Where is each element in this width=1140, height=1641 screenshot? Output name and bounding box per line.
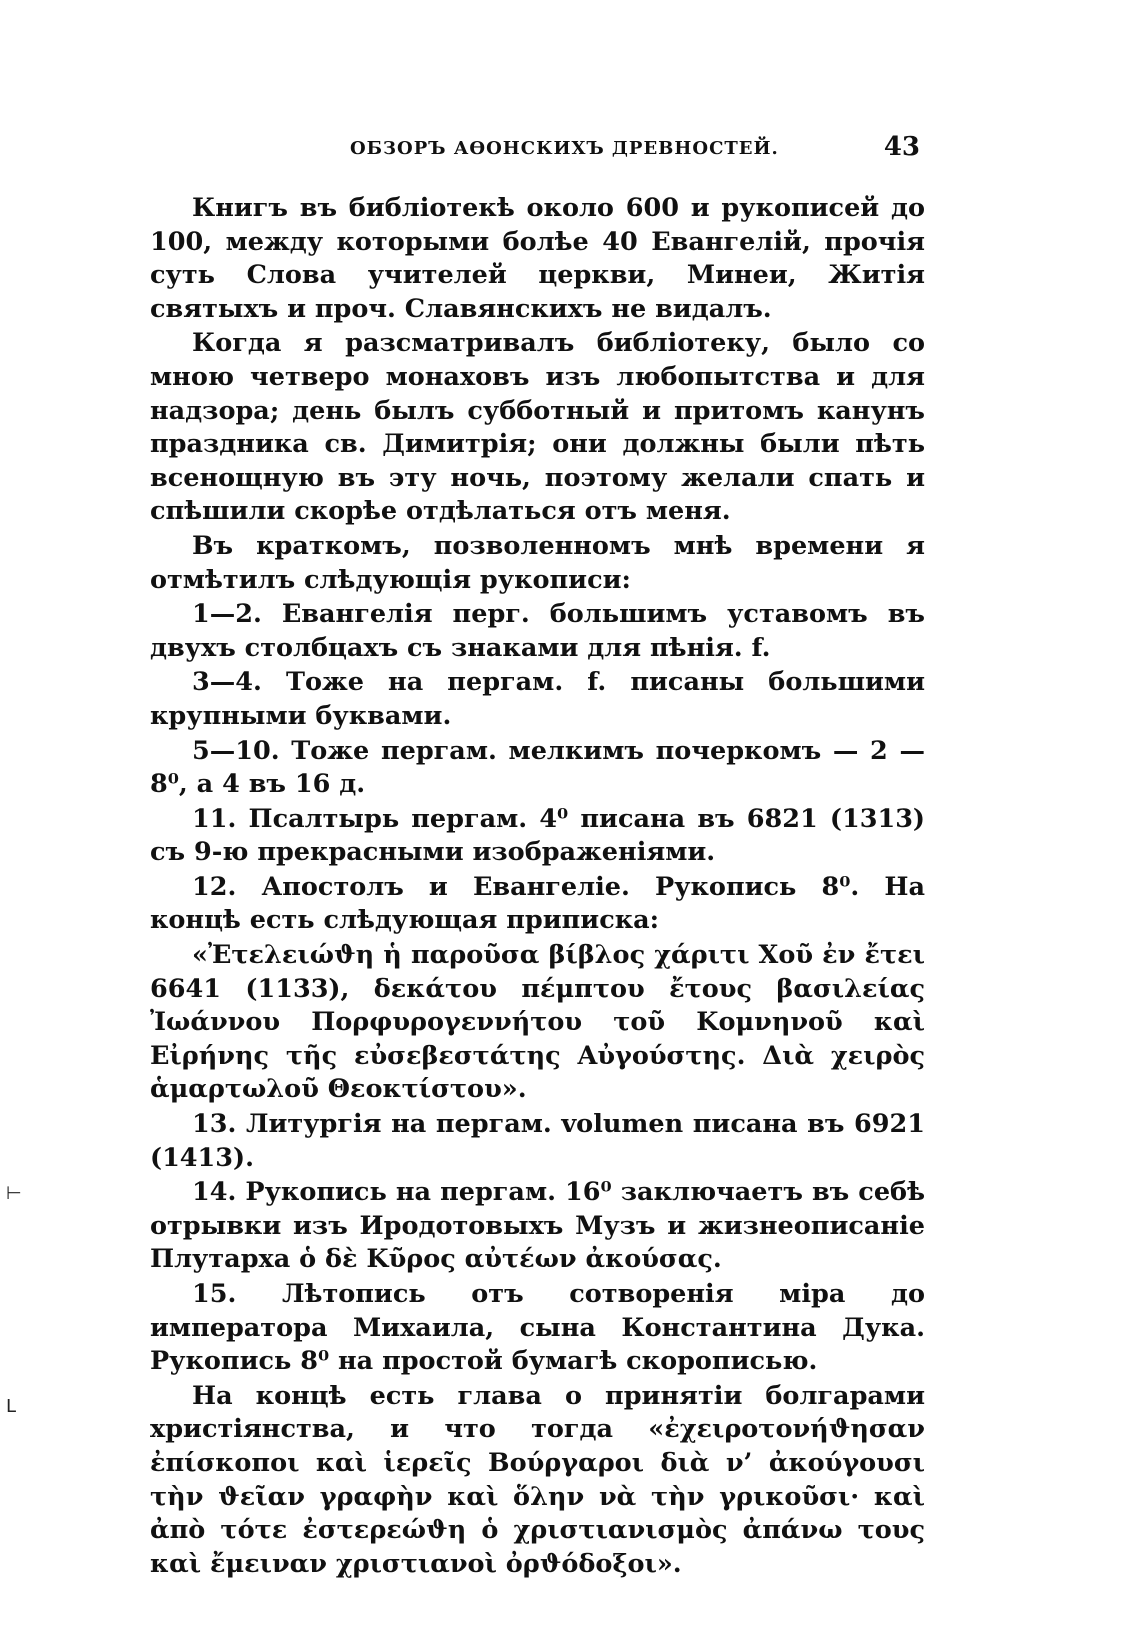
page-header bbox=[150, 132, 920, 172]
paragraph-monks: Когда я разсматривалъ библіотеку, было со мною четверо монаховъ изъ любопытства и для надзора; день былъ субботный и притомъ канунъ праздника св. Димитрія; они должны были пѣть всенощную въ эту ночь, поэтому желали спать и спѣшили скорѣе отдѣлаться отъ меня. bbox=[150, 328, 925, 527]
margin-mark: ⊢ bbox=[6, 1183, 22, 1204]
manuscript-item-1-2: 1—2. Евангелія перг. большимъ уставомъ въ двухъ столбцахъ съ знаками для пѣнія. f. bbox=[150, 599, 925, 663]
manuscript-item-3-4: 3—4. Тоже на пергам. f. писаны большими крупными буквами. bbox=[150, 667, 925, 731]
paragraph-library-contents: Книгъ въ библіотекѣ около 600 и рукописей до 100, между которыми болѣе 40 Евангелій, прочія суть Слова учителей церкви, Минеи, Житія святыхъ и проч. Славянскихъ не видалъ. bbox=[150, 193, 925, 324]
paragraph-noted-manuscripts: Въ краткомъ, позволенномъ мнѣ времени я отмѣтилъ слѣдующія рукописи: bbox=[150, 530, 925, 595]
manuscript-item-5-10: 5—10. Тоже пергам. мелкимъ почеркомъ — 2 — 8⁰, а 4 въ 16 д. bbox=[150, 735, 925, 800]
page-number: 43 bbox=[883, 132, 920, 162]
manuscript-item-15: 15. Лѣтопись отъ сотворенія міра до императора Михаила, сына Константина Дука. Рукопись 8⁰ на простой бумагѣ скорописью. bbox=[150, 1279, 925, 1377]
manuscript-item-11: 11. Псалтырь пергам. 4⁰ писана въ 6821 (1313) съ 9-ю прекрасными изображеніями. bbox=[150, 803, 925, 868]
page-body bbox=[150, 192, 925, 1582]
manuscript-item-14: 14. Рукопись на пергам. 16⁰ заключаетъ въ себѣ отрывки изъ Иродотовыхъ Музъ и жизнеописаніе Плутарха ὁ δὲ Κῦρος αὐτέων ἀκούσας. bbox=[150, 1177, 925, 1275]
manuscript-item-12: 12. Апостолъ и Евангеліе. Рукопись 8⁰. На концѣ есть слѣдующая приписка: bbox=[150, 871, 925, 936]
paragraph-bulgarian-christianity: На концѣ есть глава о принятіи болгарами христіянства, и что тогда «ἐχειροτονήϑησαν ἐπίσκοποι καὶ ἱερεῖς Βούργαροι διὰ ν’ ἀκούγουσι τὴν ϑεῖαν γραφὴν καὶ ὅλην νὰ τὴν γρικοῦσι· καὶ ἀπὸ τότε ἐστερεώϑη ὁ χριστιανισμὸς ἀπάνω τους καὶ ἔμειναν χριστιανοὶ ὀρϑόδοξοι». bbox=[150, 1380, 925, 1579]
margin-mark: L bbox=[6, 1396, 17, 1417]
running-title: ОБЗОРЪ АѲОНСКИХЪ ДРЕВНОСТЕЙ. bbox=[350, 138, 779, 159]
greek-inscription-quote: «Ἐτελειώϑη ἡ παροῦσα βίβλος χάριτι Χοῦ ἐν ἔτει 6641 (1133), δεκάτου πέμπτου ἔτους βασιλείας Ἰωάννου Πορφυρογεννήτου τοῦ Κομνηνοῦ καὶ Εἰρήνης τῆς εὐσεβεστάτης Αὐγούστης. Διὰ χειρὸς ἁμαρτωλοῦ Θεοκτίστου». bbox=[150, 940, 925, 1105]
manuscript-item-13: 13. Литургія на пергам. volumen писана въ 6921 (1413). bbox=[150, 1109, 925, 1173]
